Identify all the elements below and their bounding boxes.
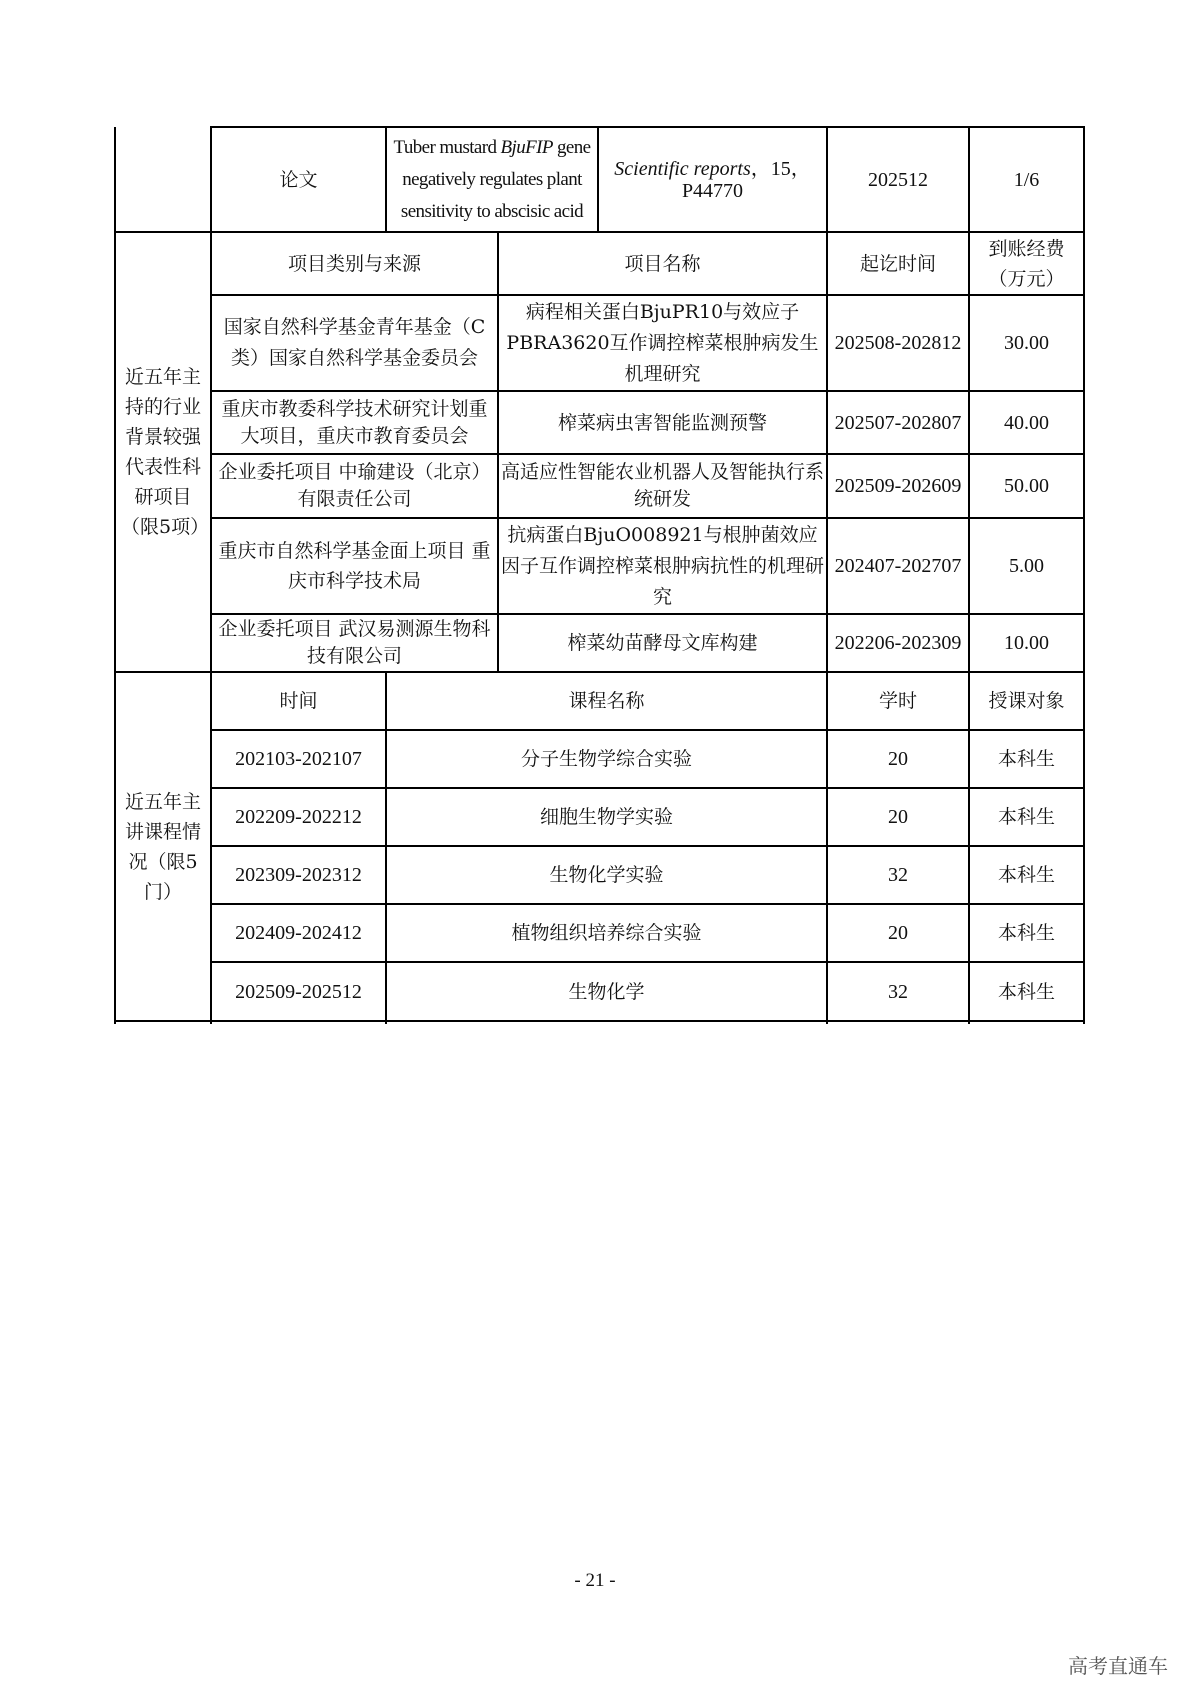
paper-journal <box>599 128 826 231</box>
paper-journal-detail: ，15，P44770 <box>681 157 811 202</box>
research-row-1-period: 202508-202812 <box>834 332 962 354</box>
paper-rank: 1/6 <box>1013 168 1040 191</box>
course-row-4-hours: 20 <box>888 922 908 944</box>
course-row-2-hours: 20 <box>888 806 908 828</box>
research-header-source: 项目类别与来源 <box>287 252 421 275</box>
research-side-label: 近五年主持的行业背景较强代表性科研项目（限5项） <box>121 366 210 538</box>
course-row-1-hours: 20 <box>888 748 908 770</box>
research-header-name: 项目名称 <box>624 252 701 275</box>
course-row-5-name: 生物化学 <box>568 980 645 1003</box>
research-row-2-source: 重庆市教委科学技术研究计划重大项目，重庆市教育委员会 <box>221 397 488 447</box>
research-header-funding: 到账经费（万元） <box>988 237 1065 290</box>
course-row-2-period: 202209-202212 <box>235 806 362 828</box>
course-row-4-period: 202409-202412 <box>235 922 362 944</box>
courses-header-hours: 学时 <box>878 690 917 712</box>
research-row-3-source: 企业委托项目 中瑜建设（北京）有限责任公司 <box>218 461 491 510</box>
paper-title-pre: Tuber mustard <box>393 136 501 158</box>
courses-header-name: 课程名称 <box>568 690 645 712</box>
research-row-4-source: 重庆市自然科学基金面上项目 重庆市科学技术局 <box>218 540 491 592</box>
course-row-4-audience: 本科生 <box>997 922 1055 944</box>
courses-header-audience: 授课对象 <box>988 690 1065 712</box>
research-row-5-source: 企业委托项目 武汉易测源生物科技有限公司 <box>218 618 491 667</box>
course-row-1-period: 202103-202107 <box>235 748 362 770</box>
research-row-1-funding: 30.00 <box>1004 332 1049 354</box>
research-row-4-period: 202407-202707 <box>834 555 962 577</box>
course-row-3-period: 202309-202312 <box>235 864 362 886</box>
course-row-5-period: 202509-202512 <box>235 980 362 1003</box>
paper-title-post: gene negatively regulates plant sensitivity to abscisic acid <box>400 136 591 222</box>
course-row-1-audience: 本科生 <box>997 748 1055 770</box>
course-row-4-name: 植物组织培养综合实验 <box>511 922 702 944</box>
paper-date: 202512 <box>868 168 928 191</box>
course-row-2-name: 细胞生物学实验 <box>539 806 673 828</box>
paper-journal-name: Scientific reports <box>614 157 751 180</box>
research-row-2-funding: 40.00 <box>1004 411 1049 434</box>
course-row-3-name: 生物化学实验 <box>549 864 664 886</box>
research-row-1-source: 国家自然科学基金青年基金（C类）国家自然科学基金委员会 <box>223 316 486 369</box>
research-row-5-period: 202206-202309 <box>834 632 962 654</box>
research-header-period: 起讫时间 <box>859 252 936 275</box>
research-row-2-period: 202507-202807 <box>834 411 962 434</box>
courses-header-period: 时间 <box>279 690 318 712</box>
research-row-5-name: 榨菜幼苗酵母文库构建 <box>567 632 758 654</box>
course-row-1-name: 分子生物学综合实验 <box>520 748 692 770</box>
course-row-5-hours: 32 <box>888 980 908 1003</box>
research-row-4-name: 抗病蛋白BjuO008921与根肿菌效应因子互作调控榨菜根肿病抗性的机理研究 <box>501 523 825 608</box>
research-row-3-name: 高适应性智能农业机器人及智能执行系统研发 <box>501 461 825 510</box>
course-row-5-audience: 本科生 <box>997 980 1055 1003</box>
course-row-2-audience: 本科生 <box>997 806 1055 828</box>
research-row-3-period: 202509-202609 <box>834 475 962 497</box>
course-row-3-audience: 本科生 <box>997 864 1055 886</box>
research-row-2-name: 榨菜病虫害智能监测预警 <box>557 411 767 434</box>
paper-title-gene: BjuFIP <box>500 136 553 158</box>
page-number: - 21 - <box>574 1570 616 1591</box>
paper-type: 论文 <box>279 168 318 191</box>
research-row-4-funding: 5.00 <box>1009 555 1044 577</box>
paper-title <box>387 128 597 231</box>
courses-side-label: 近五年主讲课程情况（限5门） <box>124 790 201 903</box>
research-row-1-name: 病程相关蛋白BjuPR10与效应子PBRA3620互作调控榨菜根肿病发生机理研究 <box>506 300 819 385</box>
course-row-3-hours: 32 <box>888 864 908 886</box>
table-border-right <box>1083 127 1085 1024</box>
watermark: 高考直通车 <box>1068 1654 1168 1678</box>
research-row-5-funding: 10.00 <box>1004 632 1049 654</box>
research-row-3-funding: 50.00 <box>1004 475 1049 497</box>
